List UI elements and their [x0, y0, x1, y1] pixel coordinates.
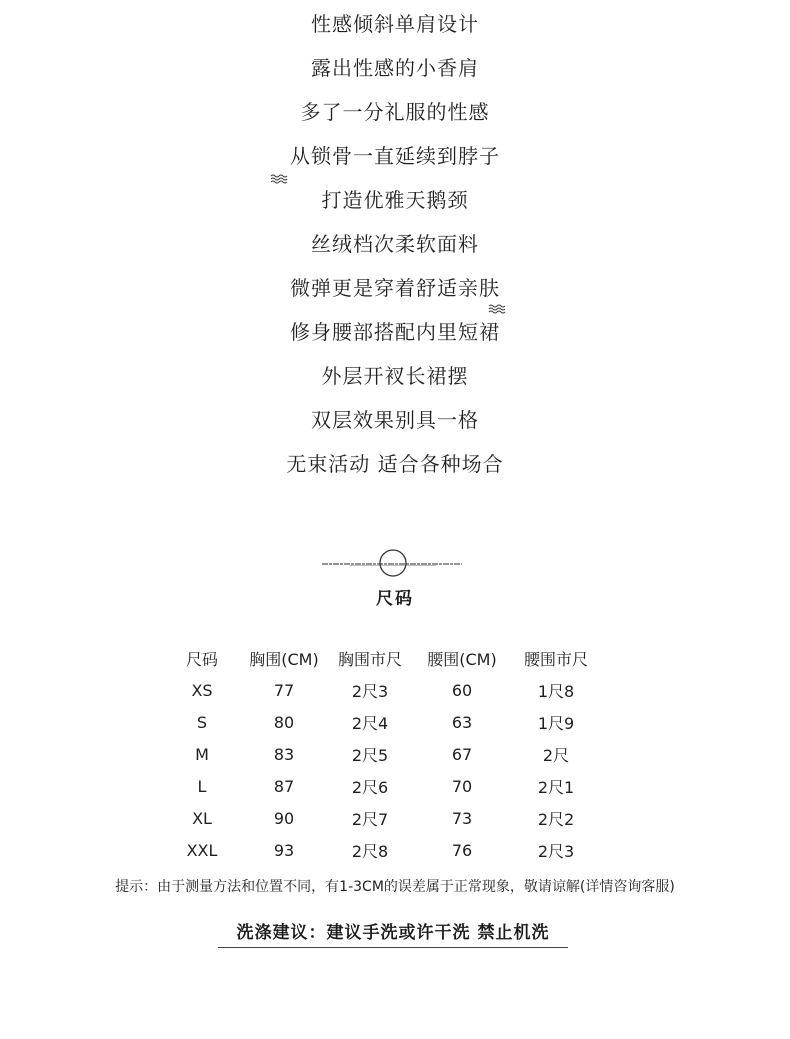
- table-cell: XL: [192, 808, 212, 828]
- column-header-bust-cm: 胸围(CM): [249, 649, 319, 669]
- table-row: [160, 770, 604, 802]
- table-row: [160, 738, 604, 770]
- column-header-waist-cm: 腰围(CM): [427, 649, 497, 669]
- table-cell: 2尺8: [351, 841, 389, 861]
- description-line: 丝绒档次柔软面料: [311, 232, 479, 256]
- table-cell: 2尺3: [537, 841, 575, 861]
- table-cell: 77: [273, 680, 295, 700]
- table-cell: 67: [451, 744, 473, 764]
- table-cell: 63: [451, 712, 473, 732]
- table-cell: 2尺2: [537, 809, 575, 829]
- size-section-title: 尺码: [376, 589, 414, 609]
- description-line: 打造优雅天鹅颈: [321, 188, 469, 212]
- description-block: [0, 2, 790, 486]
- table-cell: L: [197, 776, 207, 796]
- table-cell: 2尺4: [351, 713, 389, 733]
- table-cell: 90: [273, 808, 295, 828]
- description-line: 双层效果别具一格: [311, 408, 479, 432]
- table-row: [160, 706, 604, 738]
- size-table-header-row: [160, 642, 604, 674]
- table-cell: 2尺5: [351, 745, 389, 765]
- table-cell: 76: [451, 840, 473, 860]
- table-cell: 2尺6: [351, 777, 389, 797]
- table-cell: XS: [191, 680, 213, 700]
- table-cell: 93: [273, 840, 295, 860]
- table-cell: 87: [273, 776, 295, 796]
- table-cell: S: [196, 712, 208, 732]
- table-row: [160, 834, 604, 866]
- table-cell: 70: [451, 776, 473, 796]
- description-line: 从锁骨一直延续到脖子: [290, 144, 500, 168]
- table-cell: 60: [451, 680, 473, 700]
- table-cell: 2尺1: [537, 777, 575, 797]
- size-table: [160, 642, 604, 866]
- description-line: 多了一分礼服的性感: [300, 100, 490, 124]
- table-row: [160, 802, 604, 834]
- description-line: 微弹更是穿着舒适亲肤: [290, 276, 500, 300]
- wave-decoration-icon: [488, 304, 506, 314]
- column-header-bust-chi: 胸围市尺: [337, 649, 402, 669]
- wave-decoration-icon: [270, 174, 288, 184]
- table-cell: 2尺: [542, 745, 570, 765]
- table-row: [160, 674, 604, 706]
- circle-divider-icon: [320, 548, 464, 580]
- table-cell: 1尺8: [537, 681, 575, 701]
- table-cell: XXL: [186, 840, 218, 860]
- table-cell: 1尺9: [537, 713, 575, 733]
- description-line: 露出性感的小香肩: [311, 56, 479, 80]
- column-header-waist-chi: 腰围市尺: [523, 649, 588, 669]
- description-line: 外层开衩长裙摆: [321, 364, 469, 388]
- table-cell: M: [195, 744, 209, 764]
- table-cell: 83: [273, 744, 295, 764]
- table-cell: 2尺7: [351, 809, 389, 829]
- description-line: 无束活动 适合各种场合: [286, 452, 504, 476]
- table-cell: 73: [451, 808, 473, 828]
- column-header-size: 尺码: [185, 649, 218, 669]
- table-cell: 2尺3: [351, 681, 389, 701]
- wash-instructions: 洗涤建议：建议手洗或许干洗 禁止机洗: [218, 918, 568, 948]
- table-cell: 80: [273, 712, 295, 732]
- description-line: 修身腰部搭配内里短裙: [290, 320, 500, 344]
- measurement-note: 提示：由于测量方法和位置不同，有1-3CM的误差属于正常现象，敬请谅解(详情咨询客服): [115, 879, 675, 895]
- description-line: 性感倾斜单肩设计: [311, 12, 479, 36]
